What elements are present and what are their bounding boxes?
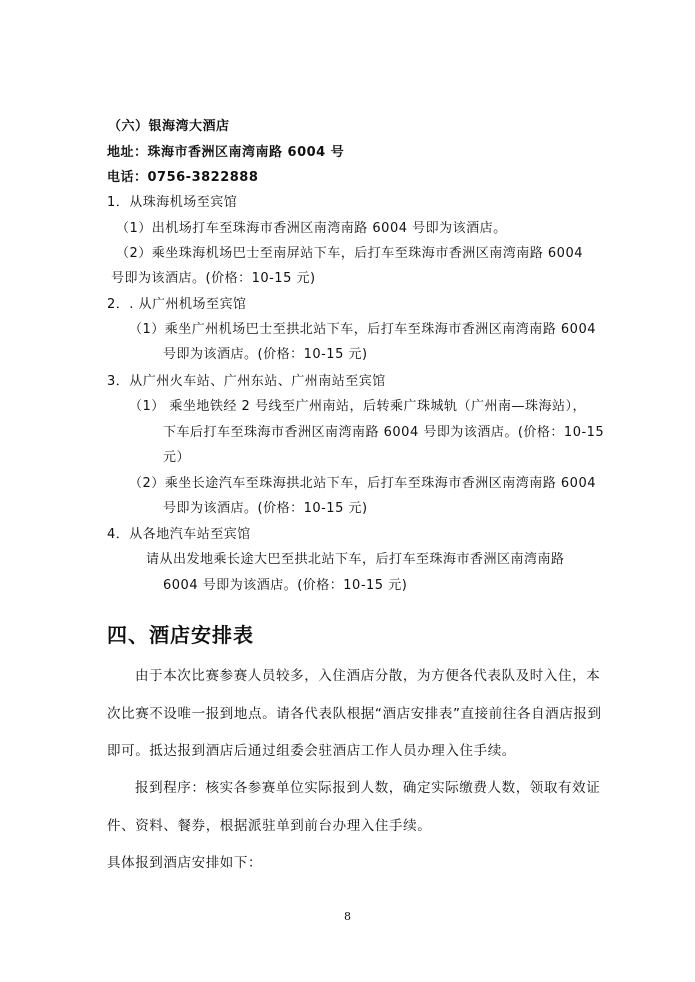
hotel-phone: 电话：0756-3822888 [107, 170, 259, 185]
paragraph-2-line-2: 件、资料、餐券，根据派驻单到前台办理入住手续。 [107, 818, 432, 834]
paragraph-3: 具体报到酒店安排如下： [107, 855, 263, 871]
route-3-item-1-line-1: （1） 乘坐地铁经 2 号线至广州南站，后转乘广珠城轨（广州南—珠海站）， [129, 399, 586, 414]
route-1-title: 1．从珠海机场至宾馆 [107, 195, 238, 210]
route-3-item-1-line-2: 下车后打车至珠海市香洲区南湾南路 6004 号即为该酒店。(价格：10-15 [163, 425, 605, 440]
route-1-item-2-line-2: 号即为该酒店。(价格：10-15 元) [111, 271, 316, 286]
route-2-title: 2．. 从广州机场至宾馆 [107, 297, 247, 312]
route-3-item-2-line-1: （2）乘坐长途汽车至珠海拱北站下车，后打车至珠海市香洲区南湾南路 6004 [129, 476, 596, 491]
paragraph-1-line-2: 次比赛不设唯一报到地点。请各代表队根据“酒店安排表”直接前往各自酒店报到 [107, 706, 602, 722]
paragraph-2-line-1: 报到程序：核实各参赛单位实际报到人数，确定实际缴费人数，领取有效证 [135, 780, 601, 796]
route-2-item-1-line-2: 号即为该酒店。(价格：10-15 元) [163, 347, 368, 362]
route-4-title: 4．从各地汽车站至宾馆 [107, 527, 251, 542]
paragraph-1-line-3: 即可。抵达报到酒店后通过组委会驻酒店工作人员办理入住手续。 [107, 743, 516, 759]
section-heading: 四、酒店安排表 [107, 623, 254, 647]
hotel-address: 地址：珠海市香洲区南湾南路 6004 号 [107, 145, 345, 160]
route-4-item-1-line-1: 请从出发地乘长途大巴至拱北站下车，后打车至珠海市香洲区南湾南路 [146, 552, 565, 567]
hotel-title: （六）银海湾大酒店 [108, 119, 230, 134]
route-2-item-1-line-1: （1）乘坐广州机场巴士至拱北站下车，后打车至珠海市香洲区南湾南路 6004 [129, 322, 596, 337]
route-1-item-2-line-1: （2）乘坐珠海机场巴士至南屏站下车，后打车至珠海市香洲区南湾南路 6004 [116, 246, 583, 261]
paragraph-1-line-1: 由于本次比赛参赛人员较多，入住酒店分散，为方便各代表队及时入住，本 [135, 668, 601, 684]
page-number: 8 [344, 910, 351, 923]
route-3-title: 3．从广州火车站、广州东站、广州南站至宾馆 [107, 374, 386, 389]
route-3-item-2-line-2: 号即为该酒店。(价格：10-15 元) [163, 501, 368, 516]
route-3-item-1-line-3: 元） [163, 450, 191, 465]
route-1-item-1: （1）出机场打车至珠海市香洲区南湾南路 6004 号即为该酒店。 [116, 221, 507, 236]
route-4-item-1-line-2: 6004 号即为该酒店。(价格：10-15 元) [163, 578, 408, 593]
